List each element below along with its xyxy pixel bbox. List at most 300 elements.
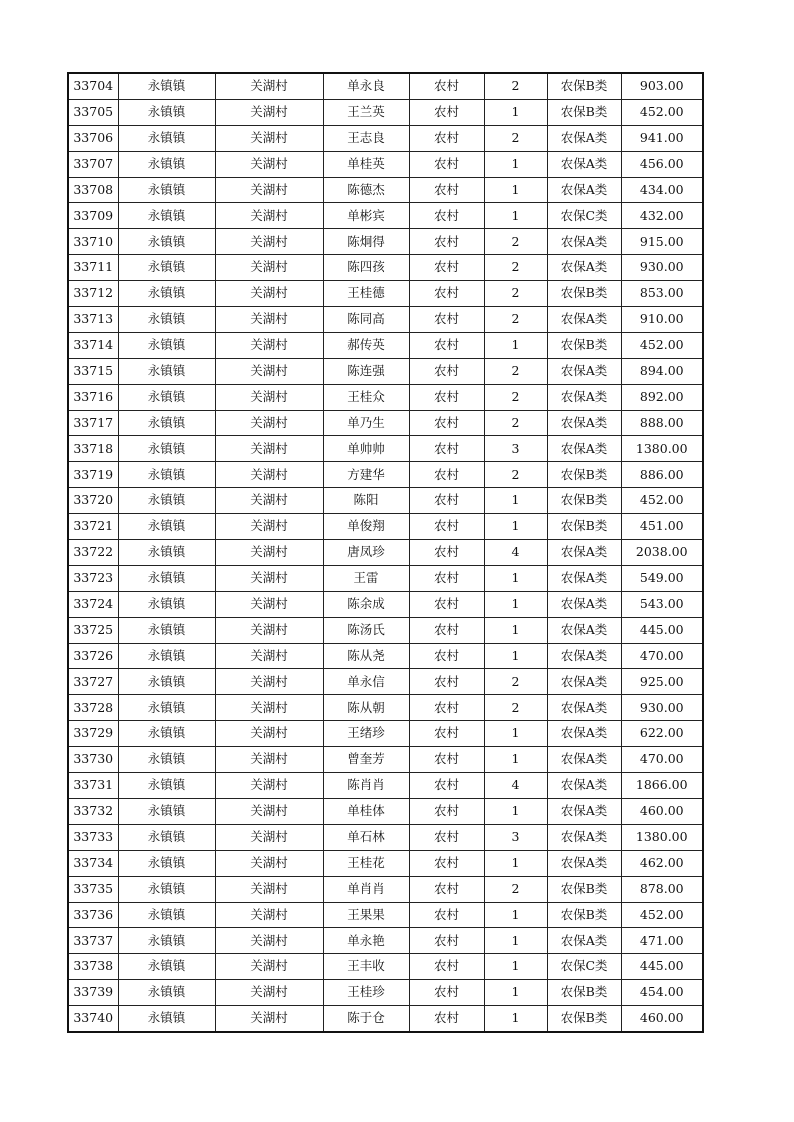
amount-cell: 432.00 bbox=[621, 203, 703, 229]
record-id-cell: 33706 bbox=[68, 125, 118, 151]
village-cell: 关湖村 bbox=[215, 125, 323, 151]
town-cell: 永镇镇 bbox=[118, 824, 215, 850]
insurance-category-cell: 农保A类 bbox=[547, 125, 621, 151]
residence-type-cell: 农村 bbox=[409, 980, 484, 1006]
amount-cell: 903.00 bbox=[621, 73, 703, 99]
residence-type-cell: 农村 bbox=[409, 255, 484, 281]
insurance-category-cell: 农保A类 bbox=[547, 255, 621, 281]
table-row bbox=[68, 73, 703, 99]
amount-cell: 878.00 bbox=[621, 876, 703, 902]
residence-type-cell: 农村 bbox=[409, 281, 484, 307]
name-cell: 陈阳 bbox=[323, 488, 409, 514]
town-cell: 永镇镇 bbox=[118, 358, 215, 384]
name-cell: 陈余成 bbox=[323, 591, 409, 617]
village-cell: 关湖村 bbox=[215, 824, 323, 850]
village-cell: 关湖村 bbox=[215, 99, 323, 125]
insurance-category-cell: 农保A类 bbox=[547, 773, 621, 799]
amount-cell: 456.00 bbox=[621, 151, 703, 177]
amount-cell: 894.00 bbox=[621, 358, 703, 384]
household-count-cell: 2 bbox=[484, 229, 547, 255]
village-cell: 关湖村 bbox=[215, 591, 323, 617]
table-row bbox=[68, 798, 703, 824]
residence-type-cell: 农村 bbox=[409, 954, 484, 980]
household-count-cell: 1 bbox=[484, 99, 547, 125]
insurance-category-cell: 农保B类 bbox=[547, 488, 621, 514]
name-cell: 单石林 bbox=[323, 824, 409, 850]
insurance-category-cell: 农保B类 bbox=[547, 1006, 621, 1032]
residence-type-cell: 农村 bbox=[409, 410, 484, 436]
record-id-cell: 33728 bbox=[68, 695, 118, 721]
name-cell: 王果果 bbox=[323, 902, 409, 928]
name-cell: 陈从朝 bbox=[323, 695, 409, 721]
residence-type-cell: 农村 bbox=[409, 669, 484, 695]
household-count-cell: 1 bbox=[484, 850, 547, 876]
amount-cell: 930.00 bbox=[621, 695, 703, 721]
household-count-cell: 1 bbox=[484, 721, 547, 747]
name-cell: 陈肖肖 bbox=[323, 773, 409, 799]
amount-cell: 925.00 bbox=[621, 669, 703, 695]
village-cell: 关湖村 bbox=[215, 850, 323, 876]
insurance-category-cell: 农保B类 bbox=[547, 73, 621, 99]
insurance-category-cell: 农保B类 bbox=[547, 902, 621, 928]
record-id-cell: 33730 bbox=[68, 747, 118, 773]
record-id-cell: 33726 bbox=[68, 643, 118, 669]
name-cell: 陈炯得 bbox=[323, 229, 409, 255]
insurance-category-cell: 农保A类 bbox=[547, 229, 621, 255]
residence-type-cell: 农村 bbox=[409, 747, 484, 773]
record-id-cell: 33724 bbox=[68, 591, 118, 617]
town-cell: 永镇镇 bbox=[118, 643, 215, 669]
household-count-cell: 1 bbox=[484, 1006, 547, 1032]
residence-type-cell: 农村 bbox=[409, 151, 484, 177]
record-id-cell: 33719 bbox=[68, 462, 118, 488]
name-cell: 单永信 bbox=[323, 669, 409, 695]
table-row bbox=[68, 177, 703, 203]
record-id-cell: 33739 bbox=[68, 980, 118, 1006]
residence-type-cell: 农村 bbox=[409, 99, 484, 125]
town-cell: 永镇镇 bbox=[118, 1006, 215, 1032]
household-count-cell: 1 bbox=[484, 747, 547, 773]
amount-cell: 892.00 bbox=[621, 384, 703, 410]
amount-cell: 543.00 bbox=[621, 591, 703, 617]
household-count-cell: 4 bbox=[484, 540, 547, 566]
household-count-cell: 1 bbox=[484, 203, 547, 229]
table-row bbox=[68, 514, 703, 540]
household-count-cell: 1 bbox=[484, 591, 547, 617]
record-id-cell: 33734 bbox=[68, 850, 118, 876]
name-cell: 陈四孩 bbox=[323, 255, 409, 281]
town-cell: 永镇镇 bbox=[118, 876, 215, 902]
record-id-cell: 33705 bbox=[68, 99, 118, 125]
name-cell: 王兰英 bbox=[323, 99, 409, 125]
table-row bbox=[68, 462, 703, 488]
village-cell: 关湖村 bbox=[215, 281, 323, 307]
table-row bbox=[68, 721, 703, 747]
residence-type-cell: 农村 bbox=[409, 125, 484, 151]
name-cell: 陈从尧 bbox=[323, 643, 409, 669]
village-cell: 关湖村 bbox=[215, 617, 323, 643]
residence-type-cell: 农村 bbox=[409, 1006, 484, 1032]
amount-cell: 460.00 bbox=[621, 1006, 703, 1032]
village-cell: 关湖村 bbox=[215, 203, 323, 229]
residence-type-cell: 农村 bbox=[409, 850, 484, 876]
household-count-cell: 4 bbox=[484, 773, 547, 799]
town-cell: 永镇镇 bbox=[118, 125, 215, 151]
amount-cell: 445.00 bbox=[621, 617, 703, 643]
residence-type-cell: 农村 bbox=[409, 876, 484, 902]
amount-cell: 454.00 bbox=[621, 980, 703, 1006]
amount-cell: 1380.00 bbox=[621, 436, 703, 462]
amount-cell: 886.00 bbox=[621, 462, 703, 488]
amount-cell: 941.00 bbox=[621, 125, 703, 151]
record-id-cell: 33713 bbox=[68, 307, 118, 333]
insurance-category-cell: 农保A类 bbox=[547, 747, 621, 773]
record-id-cell: 33714 bbox=[68, 332, 118, 358]
residence-type-cell: 农村 bbox=[409, 643, 484, 669]
village-cell: 关湖村 bbox=[215, 540, 323, 566]
table-row bbox=[68, 332, 703, 358]
name-cell: 唐凤珍 bbox=[323, 540, 409, 566]
household-count-cell: 2 bbox=[484, 255, 547, 281]
town-cell: 永镇镇 bbox=[118, 721, 215, 747]
record-id-cell: 33722 bbox=[68, 540, 118, 566]
table-row bbox=[68, 591, 703, 617]
name-cell: 陈连强 bbox=[323, 358, 409, 384]
household-count-cell: 2 bbox=[484, 307, 547, 333]
village-cell: 关湖村 bbox=[215, 876, 323, 902]
table-row bbox=[68, 540, 703, 566]
amount-cell: 460.00 bbox=[621, 798, 703, 824]
table-row bbox=[68, 125, 703, 151]
record-id-cell: 33727 bbox=[68, 669, 118, 695]
residence-type-cell: 农村 bbox=[409, 436, 484, 462]
amount-cell: 471.00 bbox=[621, 928, 703, 954]
residence-type-cell: 农村 bbox=[409, 773, 484, 799]
table-row bbox=[68, 643, 703, 669]
household-count-cell: 2 bbox=[484, 281, 547, 307]
town-cell: 永镇镇 bbox=[118, 99, 215, 125]
table-row bbox=[68, 151, 703, 177]
table-row bbox=[68, 565, 703, 591]
amount-cell: 853.00 bbox=[621, 281, 703, 307]
village-cell: 关湖村 bbox=[215, 307, 323, 333]
village-cell: 关湖村 bbox=[215, 980, 323, 1006]
household-count-cell: 2 bbox=[484, 695, 547, 721]
residence-type-cell: 农村 bbox=[409, 177, 484, 203]
table-row bbox=[68, 980, 703, 1006]
village-cell: 关湖村 bbox=[215, 73, 323, 99]
insurance-category-cell: 农保A类 bbox=[547, 669, 621, 695]
household-count-cell: 1 bbox=[484, 177, 547, 203]
name-cell: 王桂众 bbox=[323, 384, 409, 410]
insurance-category-cell: 农保A类 bbox=[547, 721, 621, 747]
village-cell: 关湖村 bbox=[215, 954, 323, 980]
village-cell: 关湖村 bbox=[215, 721, 323, 747]
household-count-cell: 2 bbox=[484, 125, 547, 151]
town-cell: 永镇镇 bbox=[118, 177, 215, 203]
town-cell: 永镇镇 bbox=[118, 436, 215, 462]
residence-type-cell: 农村 bbox=[409, 462, 484, 488]
residence-type-cell: 农村 bbox=[409, 824, 484, 850]
record-id-cell: 33715 bbox=[68, 358, 118, 384]
residence-type-cell: 农村 bbox=[409, 540, 484, 566]
roster-table bbox=[67, 72, 704, 1033]
insurance-category-cell: 农保A类 bbox=[547, 307, 621, 333]
insurance-category-cell: 农保A类 bbox=[547, 591, 621, 617]
table-row bbox=[68, 773, 703, 799]
record-id-cell: 33709 bbox=[68, 203, 118, 229]
record-id-cell: 33723 bbox=[68, 565, 118, 591]
amount-cell: 888.00 bbox=[621, 410, 703, 436]
amount-cell: 470.00 bbox=[621, 643, 703, 669]
residence-type-cell: 农村 bbox=[409, 798, 484, 824]
town-cell: 永镇镇 bbox=[118, 617, 215, 643]
town-cell: 永镇镇 bbox=[118, 669, 215, 695]
town-cell: 永镇镇 bbox=[118, 488, 215, 514]
village-cell: 关湖村 bbox=[215, 436, 323, 462]
town-cell: 永镇镇 bbox=[118, 565, 215, 591]
name-cell: 王桂德 bbox=[323, 281, 409, 307]
table-row bbox=[68, 410, 703, 436]
table-row bbox=[68, 229, 703, 255]
village-cell: 关湖村 bbox=[215, 747, 323, 773]
insurance-category-cell: 农保A类 bbox=[547, 540, 621, 566]
table-row bbox=[68, 99, 703, 125]
name-cell: 方建华 bbox=[323, 462, 409, 488]
roster-body bbox=[68, 73, 703, 1032]
record-id-cell: 33718 bbox=[68, 436, 118, 462]
household-count-cell: 1 bbox=[484, 617, 547, 643]
household-count-cell: 2 bbox=[484, 462, 547, 488]
town-cell: 永镇镇 bbox=[118, 980, 215, 1006]
table-row bbox=[68, 695, 703, 721]
household-count-cell: 2 bbox=[484, 73, 547, 99]
town-cell: 永镇镇 bbox=[118, 255, 215, 281]
table-row bbox=[68, 669, 703, 695]
insurance-category-cell: 农保A类 bbox=[547, 565, 621, 591]
table-row bbox=[68, 384, 703, 410]
table-row bbox=[68, 876, 703, 902]
record-id-cell: 33733 bbox=[68, 824, 118, 850]
village-cell: 关湖村 bbox=[215, 669, 323, 695]
household-count-cell: 2 bbox=[484, 384, 547, 410]
insurance-category-cell: 农保A类 bbox=[547, 850, 621, 876]
insurance-category-cell: 农保A类 bbox=[547, 695, 621, 721]
name-cell: 单肖肖 bbox=[323, 876, 409, 902]
residence-type-cell: 农村 bbox=[409, 203, 484, 229]
amount-cell: 1866.00 bbox=[621, 773, 703, 799]
residence-type-cell: 农村 bbox=[409, 902, 484, 928]
name-cell: 王桂花 bbox=[323, 850, 409, 876]
insurance-category-cell: 农保B类 bbox=[547, 514, 621, 540]
table-row bbox=[68, 488, 703, 514]
insurance-category-cell: 农保A类 bbox=[547, 798, 621, 824]
town-cell: 永镇镇 bbox=[118, 73, 215, 99]
record-id-cell: 33731 bbox=[68, 773, 118, 799]
village-cell: 关湖村 bbox=[215, 410, 323, 436]
insurance-category-cell: 农保B类 bbox=[547, 281, 621, 307]
insurance-category-cell: 农保C类 bbox=[547, 954, 621, 980]
amount-cell: 622.00 bbox=[621, 721, 703, 747]
household-count-cell: 1 bbox=[484, 488, 547, 514]
residence-type-cell: 农村 bbox=[409, 358, 484, 384]
amount-cell: 930.00 bbox=[621, 255, 703, 281]
household-count-cell: 2 bbox=[484, 410, 547, 436]
name-cell: 单彬宾 bbox=[323, 203, 409, 229]
village-cell: 关湖村 bbox=[215, 514, 323, 540]
table-row bbox=[68, 902, 703, 928]
village-cell: 关湖村 bbox=[215, 358, 323, 384]
table-row bbox=[68, 850, 703, 876]
table-row bbox=[68, 1006, 703, 1032]
name-cell: 单永良 bbox=[323, 73, 409, 99]
village-cell: 关湖村 bbox=[215, 462, 323, 488]
record-id-cell: 33740 bbox=[68, 1006, 118, 1032]
insurance-category-cell: 农保A类 bbox=[547, 358, 621, 384]
name-cell: 王绪珍 bbox=[323, 721, 409, 747]
record-id-cell: 33738 bbox=[68, 954, 118, 980]
insurance-category-cell: 农保A类 bbox=[547, 928, 621, 954]
name-cell: 王丰收 bbox=[323, 954, 409, 980]
household-count-cell: 2 bbox=[484, 669, 547, 695]
residence-type-cell: 农村 bbox=[409, 307, 484, 333]
town-cell: 永镇镇 bbox=[118, 928, 215, 954]
household-count-cell: 1 bbox=[484, 980, 547, 1006]
amount-cell: 549.00 bbox=[621, 565, 703, 591]
record-id-cell: 33711 bbox=[68, 255, 118, 281]
insurance-category-cell: 农保A类 bbox=[547, 151, 621, 177]
table-row bbox=[68, 203, 703, 229]
residence-type-cell: 农村 bbox=[409, 591, 484, 617]
village-cell: 关湖村 bbox=[215, 928, 323, 954]
village-cell: 关湖村 bbox=[215, 773, 323, 799]
amount-cell: 445.00 bbox=[621, 954, 703, 980]
insurance-category-cell: 农保B类 bbox=[547, 980, 621, 1006]
town-cell: 永镇镇 bbox=[118, 151, 215, 177]
town-cell: 永镇镇 bbox=[118, 695, 215, 721]
village-cell: 关湖村 bbox=[215, 151, 323, 177]
insurance-category-cell: 农保B类 bbox=[547, 876, 621, 902]
town-cell: 永镇镇 bbox=[118, 514, 215, 540]
town-cell: 永镇镇 bbox=[118, 384, 215, 410]
village-cell: 关湖村 bbox=[215, 643, 323, 669]
amount-cell: 470.00 bbox=[621, 747, 703, 773]
village-cell: 关湖村 bbox=[215, 255, 323, 281]
record-id-cell: 33707 bbox=[68, 151, 118, 177]
insurance-category-cell: 农保A类 bbox=[547, 617, 621, 643]
record-id-cell: 33704 bbox=[68, 73, 118, 99]
household-count-cell: 1 bbox=[484, 332, 547, 358]
insurance-category-cell: 农保A类 bbox=[547, 643, 621, 669]
town-cell: 永镇镇 bbox=[118, 462, 215, 488]
town-cell: 永镇镇 bbox=[118, 281, 215, 307]
amount-cell: 2038.00 bbox=[621, 540, 703, 566]
amount-cell: 915.00 bbox=[621, 229, 703, 255]
amount-cell: 452.00 bbox=[621, 488, 703, 514]
name-cell: 单帅帅 bbox=[323, 436, 409, 462]
household-count-cell: 3 bbox=[484, 436, 547, 462]
insurance-category-cell: 农保B类 bbox=[547, 462, 621, 488]
insurance-category-cell: 农保C类 bbox=[547, 203, 621, 229]
record-id-cell: 33710 bbox=[68, 229, 118, 255]
village-cell: 关湖村 bbox=[215, 695, 323, 721]
record-id-cell: 33729 bbox=[68, 721, 118, 747]
record-id-cell: 33716 bbox=[68, 384, 118, 410]
table-row bbox=[68, 307, 703, 333]
town-cell: 永镇镇 bbox=[118, 540, 215, 566]
town-cell: 永镇镇 bbox=[118, 332, 215, 358]
table-row bbox=[68, 358, 703, 384]
town-cell: 永镇镇 bbox=[118, 203, 215, 229]
residence-type-cell: 农村 bbox=[409, 695, 484, 721]
village-cell: 关湖村 bbox=[215, 488, 323, 514]
village-cell: 关湖村 bbox=[215, 902, 323, 928]
table-row bbox=[68, 824, 703, 850]
record-id-cell: 33732 bbox=[68, 798, 118, 824]
record-id-cell: 33717 bbox=[68, 410, 118, 436]
table-row bbox=[68, 617, 703, 643]
amount-cell: 462.00 bbox=[621, 850, 703, 876]
record-id-cell: 33720 bbox=[68, 488, 118, 514]
village-cell: 关湖村 bbox=[215, 332, 323, 358]
town-cell: 永镇镇 bbox=[118, 902, 215, 928]
town-cell: 永镇镇 bbox=[118, 591, 215, 617]
town-cell: 永镇镇 bbox=[118, 773, 215, 799]
household-count-cell: 1 bbox=[484, 565, 547, 591]
town-cell: 永镇镇 bbox=[118, 410, 215, 436]
record-id-cell: 33725 bbox=[68, 617, 118, 643]
amount-cell: 451.00 bbox=[621, 514, 703, 540]
name-cell: 陈于仓 bbox=[323, 1006, 409, 1032]
name-cell: 单桂体 bbox=[323, 798, 409, 824]
name-cell: 单俊翔 bbox=[323, 514, 409, 540]
household-count-cell: 1 bbox=[484, 902, 547, 928]
amount-cell: 452.00 bbox=[621, 332, 703, 358]
name-cell: 曾奎芳 bbox=[323, 747, 409, 773]
amount-cell: 452.00 bbox=[621, 902, 703, 928]
amount-cell: 452.00 bbox=[621, 99, 703, 125]
village-cell: 关湖村 bbox=[215, 229, 323, 255]
residence-type-cell: 农村 bbox=[409, 384, 484, 410]
household-count-cell: 1 bbox=[484, 954, 547, 980]
insurance-category-cell: 农保A类 bbox=[547, 824, 621, 850]
village-cell: 关湖村 bbox=[215, 1006, 323, 1032]
town-cell: 永镇镇 bbox=[118, 798, 215, 824]
residence-type-cell: 农村 bbox=[409, 514, 484, 540]
household-count-cell: 1 bbox=[484, 928, 547, 954]
insurance-category-cell: 农保A类 bbox=[547, 410, 621, 436]
town-cell: 永镇镇 bbox=[118, 747, 215, 773]
table-row bbox=[68, 954, 703, 980]
residence-type-cell: 农村 bbox=[409, 73, 484, 99]
record-id-cell: 33712 bbox=[68, 281, 118, 307]
name-cell: 单桂英 bbox=[323, 151, 409, 177]
residence-type-cell: 农村 bbox=[409, 229, 484, 255]
insurance-category-cell: 农保A类 bbox=[547, 177, 621, 203]
residence-type-cell: 农村 bbox=[409, 565, 484, 591]
town-cell: 永镇镇 bbox=[118, 307, 215, 333]
name-cell: 王桂珍 bbox=[323, 980, 409, 1006]
village-cell: 关湖村 bbox=[215, 798, 323, 824]
household-count-cell: 2 bbox=[484, 358, 547, 384]
table-row bbox=[68, 436, 703, 462]
table-row bbox=[68, 255, 703, 281]
record-id-cell: 33735 bbox=[68, 876, 118, 902]
residence-type-cell: 农村 bbox=[409, 928, 484, 954]
residence-type-cell: 农村 bbox=[409, 721, 484, 747]
village-cell: 关湖村 bbox=[215, 177, 323, 203]
residence-type-cell: 农村 bbox=[409, 617, 484, 643]
